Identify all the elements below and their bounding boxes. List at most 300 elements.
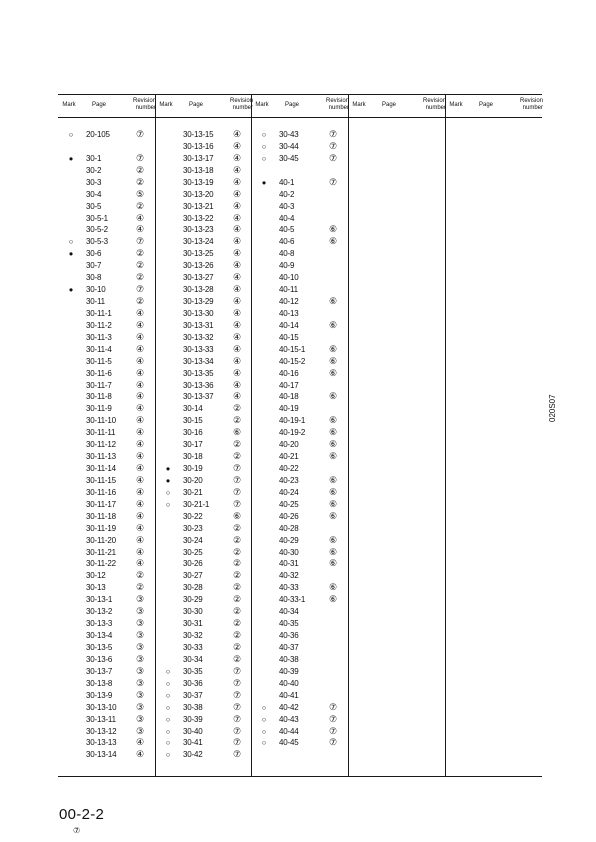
table-row bbox=[58, 702, 155, 714]
page-cell: 40-19-1 bbox=[279, 416, 306, 426]
table-row bbox=[251, 165, 348, 177]
page-cell: 30-13-12 bbox=[86, 726, 117, 736]
page-cell: 40-38 bbox=[279, 654, 299, 664]
revision-cell: ④ bbox=[135, 474, 145, 485]
page-cell: 30-37 bbox=[183, 690, 203, 700]
mark-cell: ○ bbox=[261, 702, 267, 712]
table-row bbox=[251, 248, 348, 260]
page-cell: 30-16 bbox=[183, 428, 203, 438]
table-row bbox=[251, 356, 348, 368]
revision-cell: ④ bbox=[135, 379, 145, 390]
page-cell: 30-5-3 bbox=[86, 237, 108, 247]
page-cell: 30-13-13 bbox=[86, 738, 117, 748]
table-row bbox=[251, 284, 348, 296]
page-cell: 30-3 bbox=[86, 177, 102, 187]
table-row bbox=[155, 391, 252, 403]
page-cell: 30-13-8 bbox=[86, 678, 113, 688]
revision-cell: ⑥ bbox=[328, 367, 338, 378]
table-row bbox=[58, 594, 155, 606]
page-cell: 40-3 bbox=[279, 201, 295, 211]
page-cell: 30-13-33 bbox=[183, 344, 214, 354]
page-cell: 30-13-20 bbox=[183, 189, 214, 199]
table-row bbox=[58, 630, 155, 642]
revision-cell: ④ bbox=[232, 391, 242, 402]
revision-cell: ② bbox=[135, 200, 145, 211]
page-cell: 40-16 bbox=[279, 368, 299, 378]
table-row bbox=[58, 487, 155, 499]
page-cell: 40-34 bbox=[279, 607, 299, 617]
table-row bbox=[155, 165, 252, 177]
page-cell: 30-11-20 bbox=[86, 535, 116, 545]
revision-cell: ⑦ bbox=[328, 725, 338, 736]
page-cell: 30-45 bbox=[279, 153, 299, 163]
page-cell: 40-33 bbox=[279, 583, 299, 593]
table-row bbox=[155, 511, 252, 523]
table-row bbox=[251, 678, 348, 690]
revision-cell: ④ bbox=[135, 415, 145, 426]
mark-cell: ○ bbox=[165, 678, 171, 688]
page-cell: 40-42 bbox=[279, 702, 299, 712]
revision-cell: ④ bbox=[232, 164, 242, 175]
mark-cell: ● bbox=[261, 177, 267, 187]
revision-cell: ④ bbox=[232, 140, 242, 151]
document-code: 020S07 bbox=[548, 394, 557, 422]
header-revision: Revision number bbox=[132, 98, 156, 111]
revision-cell: ⑦ bbox=[232, 665, 242, 676]
page-cell: 30-13-24 bbox=[183, 237, 214, 247]
revision-cell: ④ bbox=[232, 176, 242, 187]
revision-cell: ② bbox=[135, 272, 145, 283]
page-cell: 30-21-1 bbox=[183, 499, 210, 509]
revision-cell: ⑥ bbox=[328, 558, 338, 569]
revision-cell: ④ bbox=[135, 451, 145, 462]
table-row bbox=[155, 380, 252, 392]
table-row bbox=[58, 201, 155, 213]
page-cell: 30-5 bbox=[86, 201, 102, 211]
revision-cell: ⑦ bbox=[135, 152, 145, 163]
table-row bbox=[58, 690, 155, 702]
table-row bbox=[155, 690, 252, 702]
table-row bbox=[251, 499, 348, 511]
page-cell: 30-32 bbox=[183, 631, 203, 641]
table-row bbox=[251, 272, 348, 284]
table-row bbox=[251, 594, 348, 606]
table-row bbox=[155, 141, 252, 153]
table-row bbox=[155, 570, 252, 582]
table-row bbox=[155, 535, 252, 547]
page-cell: 40-37 bbox=[279, 642, 299, 652]
mark-cell: ● bbox=[165, 464, 171, 474]
revision-cell: ③ bbox=[135, 689, 145, 700]
table-row bbox=[251, 714, 348, 726]
table-row bbox=[251, 642, 348, 654]
page-cell: 30-11-7 bbox=[86, 380, 112, 390]
mark-cell: ○ bbox=[165, 487, 171, 497]
table-row bbox=[155, 487, 252, 499]
page-cell: 40-26 bbox=[279, 511, 299, 521]
table-row bbox=[155, 463, 252, 475]
page-cell: 30-11-12 bbox=[86, 440, 116, 450]
page-cell: 30-13-28 bbox=[183, 285, 214, 295]
page-cell: 30-12 bbox=[86, 571, 106, 581]
revision-cell: ④ bbox=[232, 284, 242, 295]
page-cell: 40-35 bbox=[279, 619, 299, 629]
table-row bbox=[155, 582, 252, 594]
revision-cell: ④ bbox=[135, 224, 145, 235]
table-row bbox=[58, 391, 155, 403]
revision-cell: ③ bbox=[135, 701, 145, 712]
page-cell: 30-11-18 bbox=[86, 511, 116, 521]
revision-cell: ④ bbox=[232, 248, 242, 259]
table-row bbox=[155, 129, 252, 141]
revision-cell: ④ bbox=[135, 749, 145, 760]
revision-cell: ② bbox=[135, 570, 145, 581]
table-row bbox=[58, 272, 155, 284]
table-row bbox=[58, 248, 155, 260]
column-header bbox=[58, 95, 155, 117]
table-row bbox=[58, 141, 155, 153]
page-cell: 40-9 bbox=[279, 261, 295, 271]
header-page: Page bbox=[381, 102, 396, 108]
revision-cell: ④ bbox=[232, 200, 242, 211]
revision-cell: ④ bbox=[135, 391, 145, 402]
page-cell: 30-27 bbox=[183, 571, 203, 581]
page-cell: 30-13-21 bbox=[183, 201, 214, 211]
mark-cell: ○ bbox=[261, 130, 267, 139]
table-column-4 bbox=[348, 95, 445, 776]
revision-cell: ④ bbox=[135, 558, 145, 569]
page-cell: 40-15-2 bbox=[279, 356, 306, 366]
table-row bbox=[251, 296, 348, 308]
table-row bbox=[251, 666, 348, 678]
table-row bbox=[58, 666, 155, 678]
page-cell: 40-28 bbox=[279, 523, 299, 533]
table-row bbox=[251, 570, 348, 582]
revision-cell: ⑦ bbox=[328, 713, 338, 724]
header-revision: Revision number bbox=[422, 98, 446, 111]
revision-cell: ④ bbox=[135, 439, 145, 450]
mark-cell: ○ bbox=[165, 666, 171, 676]
page-cell: 30-11-15 bbox=[86, 475, 116, 485]
page-cell: 30-36 bbox=[183, 678, 203, 688]
revision-cell: ② bbox=[232, 570, 242, 581]
revision-cell: ⑥ bbox=[232, 427, 242, 438]
page-cell: 30-4 bbox=[86, 189, 102, 199]
revision-cell: ⑥ bbox=[328, 224, 338, 235]
table-row bbox=[251, 630, 348, 642]
page-cell: 40-30 bbox=[279, 547, 299, 557]
table-row bbox=[251, 726, 348, 738]
page-cell: 30-24 bbox=[183, 535, 203, 545]
table-row bbox=[251, 368, 348, 380]
revision-cell: ⑥ bbox=[328, 474, 338, 485]
page-cell: 30-2 bbox=[86, 165, 102, 175]
page-cell: 30-19 bbox=[183, 464, 203, 474]
page-cell: 40-17 bbox=[279, 380, 299, 390]
revision-cell: ⑥ bbox=[328, 439, 338, 450]
revision-cell: ⑥ bbox=[328, 319, 338, 330]
mark-cell: ● bbox=[68, 285, 74, 295]
page-cell: 30-13-26 bbox=[183, 261, 214, 271]
revision-cell: ③ bbox=[135, 641, 145, 652]
revision-cell: ② bbox=[135, 582, 145, 593]
table-row bbox=[251, 558, 348, 570]
table-column-1 bbox=[58, 95, 155, 776]
revision-cell: ⑦ bbox=[328, 737, 338, 748]
page-cell: 30-10 bbox=[86, 285, 106, 295]
table-row bbox=[155, 654, 252, 666]
table-row bbox=[58, 523, 155, 535]
page-cell: 30-21 bbox=[183, 487, 203, 497]
table-row bbox=[58, 451, 155, 463]
table-row bbox=[58, 654, 155, 666]
page-cell: 30-1 bbox=[86, 153, 102, 163]
mark-cell: ○ bbox=[165, 726, 171, 736]
table-row bbox=[251, 535, 348, 547]
table-row bbox=[251, 129, 348, 141]
table-row bbox=[155, 332, 252, 344]
revision-cell: ③ bbox=[135, 665, 145, 676]
table-row bbox=[155, 666, 252, 678]
revision-cell: ④ bbox=[135, 212, 145, 223]
page-cell: 40-25 bbox=[279, 499, 299, 509]
page-cell: 40-31 bbox=[279, 559, 299, 569]
table-row bbox=[58, 499, 155, 511]
table-row bbox=[251, 308, 348, 320]
table-row bbox=[58, 427, 155, 439]
page-cell: 40-19-2 bbox=[279, 428, 306, 438]
revision-cell: ⑦ bbox=[232, 689, 242, 700]
table-row bbox=[155, 153, 252, 165]
page-cell: 40-20 bbox=[279, 440, 299, 450]
revision-cell: ④ bbox=[135, 498, 145, 509]
mark-cell: ● bbox=[165, 475, 171, 485]
table-row bbox=[251, 332, 348, 344]
revision-cell: ② bbox=[135, 176, 145, 187]
page-cell: 30-13-14 bbox=[86, 750, 117, 760]
page-cell: 40-41 bbox=[279, 690, 299, 700]
page-cell: 30-28 bbox=[183, 583, 203, 593]
table-row bbox=[155, 403, 252, 415]
revision-cell: ④ bbox=[135, 307, 145, 318]
table-row bbox=[155, 678, 252, 690]
page-cell: 40-14 bbox=[279, 320, 299, 330]
page-cell: 30-13-25 bbox=[183, 249, 214, 259]
revision-cell: ④ bbox=[232, 319, 242, 330]
revision-cell: ⑥ bbox=[328, 451, 338, 462]
revision-cell: ② bbox=[135, 164, 145, 175]
header-revision: Revision number bbox=[519, 98, 543, 111]
mark-cell: ○ bbox=[68, 130, 74, 139]
page-cell: 30-13-11 bbox=[86, 714, 116, 724]
page-cell: 30-30 bbox=[183, 607, 203, 617]
page-cell: 30-38 bbox=[183, 702, 203, 712]
page-cell: 30-42 bbox=[183, 750, 203, 760]
table-row bbox=[155, 260, 252, 272]
revision-cell: ④ bbox=[232, 188, 242, 199]
column-header bbox=[155, 95, 252, 117]
table-row bbox=[155, 630, 252, 642]
table-row bbox=[251, 201, 348, 213]
page-cell: 40-23 bbox=[279, 475, 299, 485]
page-cell: 40-10 bbox=[279, 273, 299, 283]
table-row bbox=[58, 547, 155, 559]
revision-cell: ⑥ bbox=[328, 391, 338, 402]
table-row bbox=[251, 737, 348, 749]
table-row bbox=[58, 558, 155, 570]
table-row bbox=[251, 618, 348, 630]
table-row bbox=[251, 177, 348, 189]
table-row bbox=[251, 547, 348, 559]
table-row bbox=[251, 344, 348, 356]
header-mark: Mark bbox=[255, 102, 269, 108]
page-cell: 30-11 bbox=[86, 297, 105, 307]
table-row bbox=[251, 320, 348, 332]
page-cell: 30-7 bbox=[86, 261, 102, 271]
revision-cell: ② bbox=[232, 546, 242, 557]
revision-cell: ⑦ bbox=[328, 176, 338, 187]
page-cell: 30-41 bbox=[183, 738, 203, 748]
header-mark: Mark bbox=[62, 102, 76, 108]
revision-cell: ⑦ bbox=[232, 463, 242, 474]
revision-cell: ② bbox=[135, 260, 145, 271]
revision-cell: ⑥ bbox=[328, 582, 338, 593]
revision-cell: ④ bbox=[232, 236, 242, 247]
table-row bbox=[155, 475, 252, 487]
revision-cell: ⑦ bbox=[328, 152, 338, 163]
table-row bbox=[155, 547, 252, 559]
table-row bbox=[58, 129, 155, 141]
revision-cell: ⑦ bbox=[328, 140, 338, 151]
table-row bbox=[58, 737, 155, 749]
revision-cell: ④ bbox=[232, 260, 242, 271]
mark-cell: ○ bbox=[261, 738, 267, 748]
revision-cell: ⑦ bbox=[232, 486, 242, 497]
table-row bbox=[58, 260, 155, 272]
mark-cell: ○ bbox=[261, 153, 267, 163]
mark-cell: ○ bbox=[165, 714, 171, 724]
table-row bbox=[58, 224, 155, 236]
revision-cell: ② bbox=[232, 439, 242, 450]
header-mark: Mark bbox=[352, 102, 366, 108]
page-cell: 30-13-29 bbox=[183, 297, 214, 307]
revision-cell: ④ bbox=[232, 379, 242, 390]
revision-cell: ④ bbox=[135, 522, 145, 533]
page-cell: 30-11-3 bbox=[86, 332, 112, 342]
page-cell: 40-29 bbox=[279, 535, 299, 545]
table-row bbox=[251, 380, 348, 392]
table-row bbox=[251, 427, 348, 439]
revision-cell: ④ bbox=[135, 737, 145, 748]
page-cell: 40-43 bbox=[279, 714, 299, 724]
table-row bbox=[155, 749, 252, 761]
table-row bbox=[58, 344, 155, 356]
page-cell: 40-15-1 bbox=[279, 344, 306, 354]
table-row bbox=[58, 570, 155, 582]
revision-cell: ④ bbox=[232, 307, 242, 318]
revision-cell: ② bbox=[232, 558, 242, 569]
page-cell: 40-12 bbox=[279, 297, 299, 307]
table-row bbox=[58, 642, 155, 654]
table-row bbox=[251, 654, 348, 666]
table-row bbox=[251, 189, 348, 201]
page-number: 00-2-2 bbox=[59, 806, 105, 823]
table-row bbox=[155, 451, 252, 463]
table-row bbox=[155, 606, 252, 618]
revision-cell: ⑦ bbox=[328, 129, 338, 139]
page-cell: 40-32 bbox=[279, 571, 299, 581]
header-mark: Mark bbox=[159, 102, 173, 108]
table-row bbox=[58, 296, 155, 308]
table-row bbox=[58, 618, 155, 630]
revision-cell: ③ bbox=[135, 618, 145, 629]
revision-cell: ⑥ bbox=[328, 594, 338, 605]
revision-cell: ② bbox=[232, 606, 242, 617]
revision-cell: ③ bbox=[135, 630, 145, 641]
page-cell: 30-11-10 bbox=[86, 416, 116, 426]
header-mark: Mark bbox=[449, 102, 463, 108]
page-cell: 40-22 bbox=[279, 464, 299, 474]
page-cell: 30-11-8 bbox=[86, 392, 112, 402]
page-cell: 30-13-35 bbox=[183, 368, 214, 378]
table-row bbox=[58, 714, 155, 726]
table-row bbox=[58, 582, 155, 594]
revision-cell: ④ bbox=[232, 272, 242, 283]
revision-cell: ② bbox=[232, 618, 242, 629]
table-row bbox=[155, 213, 252, 225]
table-row bbox=[251, 224, 348, 236]
table-row bbox=[155, 558, 252, 570]
table-row bbox=[58, 356, 155, 368]
table-row bbox=[58, 606, 155, 618]
page-cell: 30-14 bbox=[183, 404, 203, 414]
revision-cell: ⑦ bbox=[232, 737, 242, 748]
column-header bbox=[251, 95, 348, 117]
table-row bbox=[251, 391, 348, 403]
table-row bbox=[251, 141, 348, 153]
revision-cell: ⑦ bbox=[135, 284, 145, 295]
table-row bbox=[58, 308, 155, 320]
mark-cell: ○ bbox=[165, 738, 171, 748]
revision-cell: ⑦ bbox=[232, 701, 242, 712]
page-cell: 30-13-19 bbox=[183, 177, 214, 187]
page-cell: 30-8 bbox=[86, 273, 102, 283]
table-row bbox=[251, 260, 348, 272]
page-cell: 30-44 bbox=[279, 141, 299, 151]
revision-cell: ② bbox=[232, 415, 242, 426]
revision-cell: ② bbox=[232, 630, 242, 641]
revision-cell: ③ bbox=[135, 606, 145, 617]
table-column-2 bbox=[155, 95, 252, 776]
revision-cell: ⑦ bbox=[328, 701, 338, 712]
page-cell: 40-19 bbox=[279, 404, 299, 414]
revision-cell: ③ bbox=[135, 725, 145, 736]
mark-cell: ○ bbox=[165, 750, 171, 760]
table-row bbox=[251, 415, 348, 427]
page-cell: 40-40 bbox=[279, 678, 299, 688]
page-cell: 40-4 bbox=[279, 213, 295, 223]
table-row bbox=[58, 368, 155, 380]
page-cell: 30-13-32 bbox=[183, 332, 214, 342]
page-cell: 30-13-17 bbox=[183, 153, 214, 163]
page-cell: 40-13 bbox=[279, 308, 299, 318]
table-row bbox=[251, 582, 348, 594]
mark-cell: ○ bbox=[165, 702, 171, 712]
page-cell: 30-13-30 bbox=[183, 308, 214, 318]
revision-cell: ② bbox=[232, 582, 242, 593]
table-row bbox=[58, 415, 155, 427]
page-cell: 30-11-16 bbox=[86, 487, 116, 497]
